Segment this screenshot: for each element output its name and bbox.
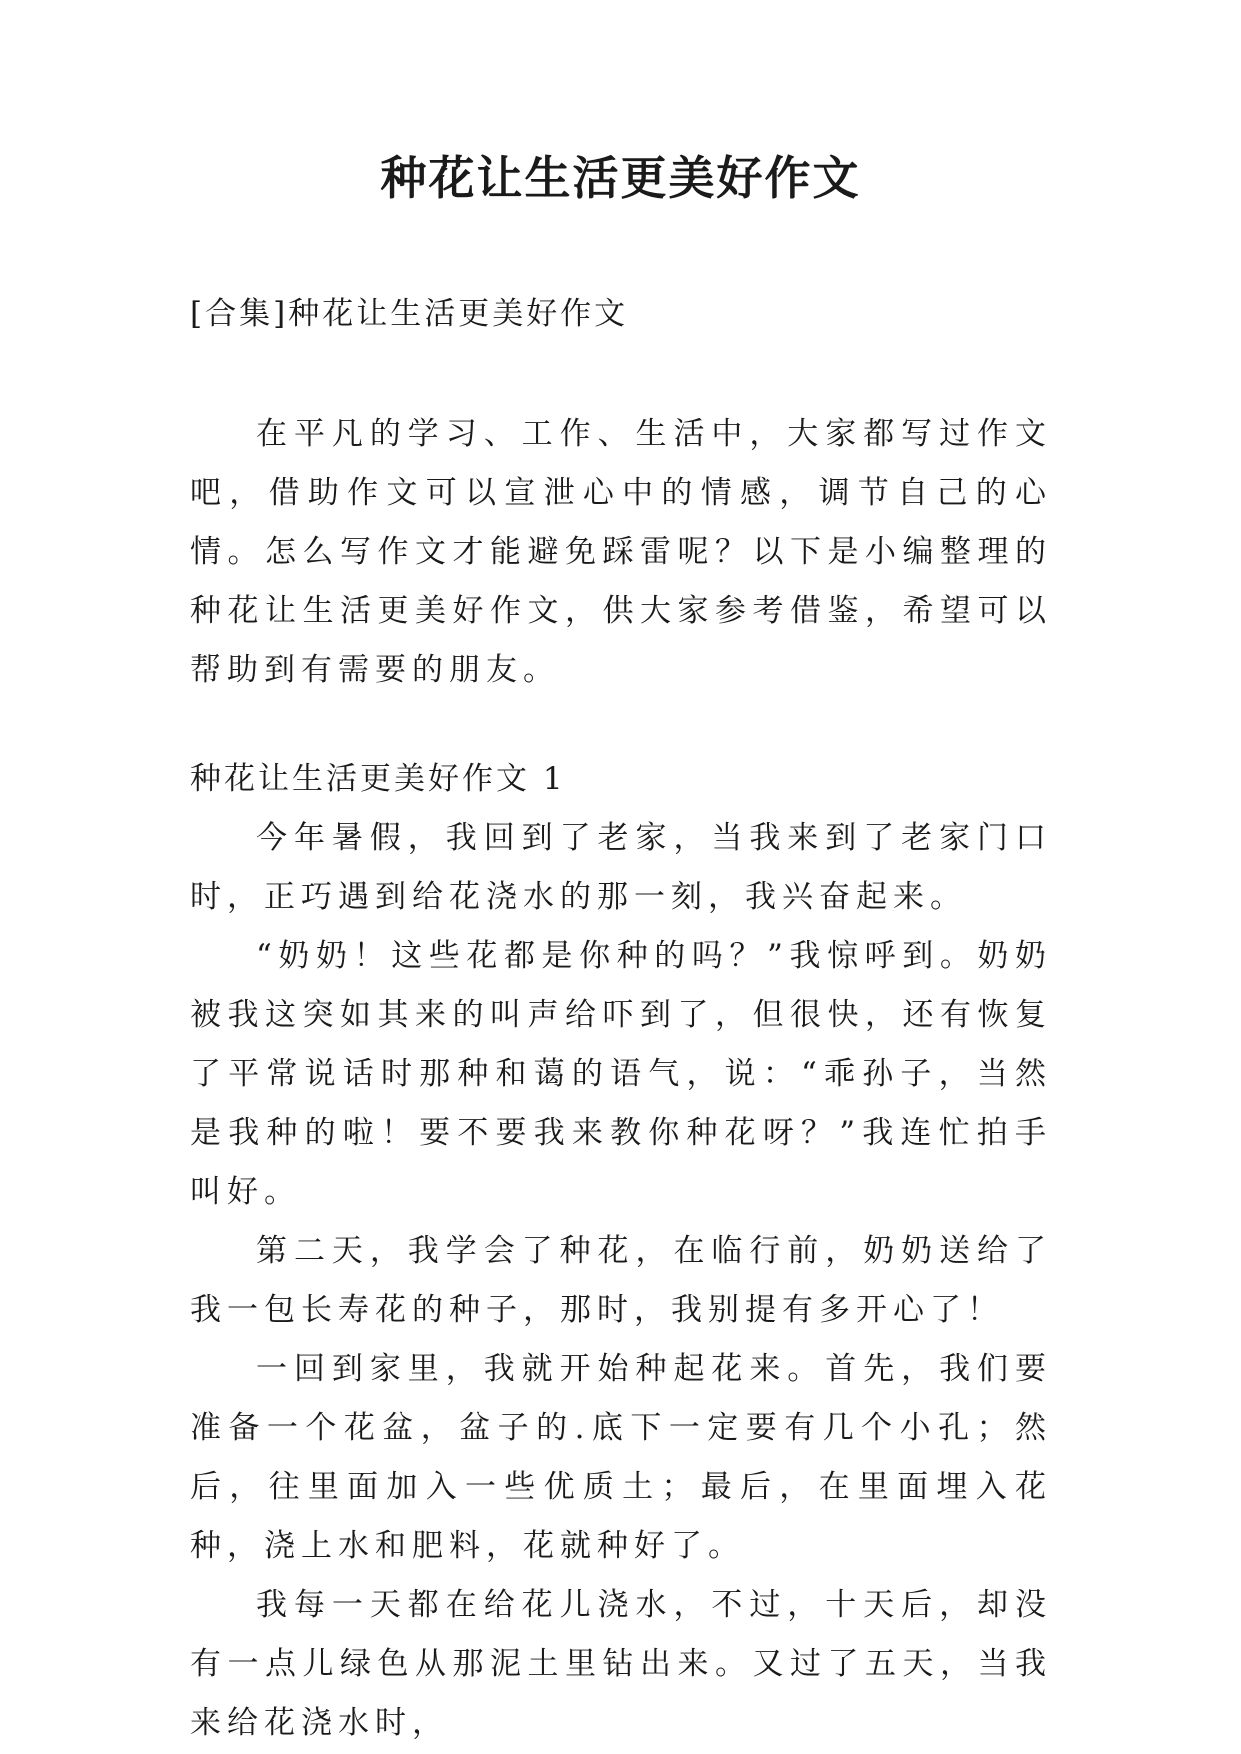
- body-paragraph: 第二天，我学会了种花，在临行前，奶奶送给了我一包长寿花的种子，那时，我别提有多开心了！: [190, 1233, 1052, 1328]
- body-paragraph: 一回到家里，我就开始种起花来。首先，我们要准备一个花盆，盆子的.底下一定要有几个小孔；然后，往里面加入一些优质土；最后，在里面埋入花种，浇上水和肥料，花就种好了。: [190, 1351, 1052, 1564]
- section-heading: 种花让生活更美好作文 1: [190, 761, 566, 797]
- body-paragraph: 我每一天都在给花儿浇水，不过，十天后，却没有一点儿绿色从那泥土里钻出来。又过了五天，当我来给花浇水时，: [190, 1587, 1052, 1741]
- document-body: [190, 405, 1052, 1753]
- body-paragraph: 今年暑假，我回到了老家，当我来到了老家门口时，正巧遇到给花浇水的那一刻，我兴奋起来。: [190, 820, 1052, 915]
- document-subtitle: [合集]种花让生活更美好作文: [190, 296, 629, 332]
- document-title: 种花让生活更美好作文: [380, 151, 861, 205]
- body-paragraph: “奶奶！这些花都是你种的吗？”我惊呼到。奶奶被我这突如其来的叫声给吓到了，但很快，还有恢复了平常说话时那种和蔼的语气，说：“乖孙子，当然是我种的啦！要不要我来教你种花呀？”我连忙拍手叫好。: [190, 938, 1052, 1210]
- intro-paragraph: 在平凡的学习、工作、生活中，大家都写过作文吧，借助作文可以宣泄心中的情感，调节自己的心情。怎么写作文才能避免踩雷呢？以下是小编整理的种花让生活更美好作文，供大家参考借鉴，希望可以帮助到有需要的朋友。: [190, 416, 1052, 688]
